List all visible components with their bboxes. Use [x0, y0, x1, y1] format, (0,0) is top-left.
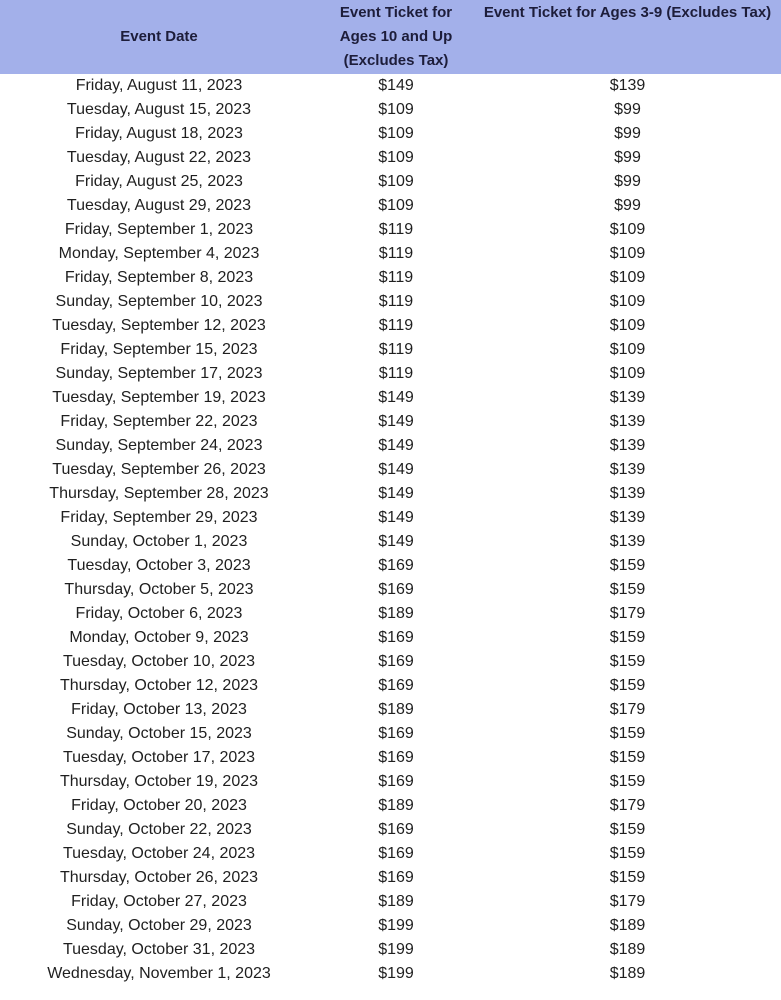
- child-price-cell: $159: [609, 725, 646, 742]
- event-date-cell: Sunday, October 1, 2023: [70, 533, 248, 550]
- adult-price-cell: $149: [378, 485, 414, 502]
- event-date-cell: Friday, August 11, 2023: [75, 77, 243, 94]
- adult-price-cell: $109: [378, 173, 414, 190]
- header-adult-ticket: Event Ticket for Ages 10 and Up (Excludes Tax): [318, 0, 474, 74]
- adult-price-cell: $169: [378, 845, 414, 862]
- table-row: [0, 554, 781, 578]
- child-price-cell: $99: [614, 125, 641, 142]
- table-row: [0, 122, 781, 146]
- event-date-cell: Monday, September 4, 2023: [58, 245, 260, 262]
- event-date-cell: Tuesday, August 22, 2023: [66, 149, 252, 166]
- table-row: [0, 818, 781, 842]
- table-row: [0, 746, 781, 770]
- adult-price-cell: $109: [378, 125, 414, 142]
- table-row: [0, 170, 781, 194]
- event-date-cell: Friday, September 29, 2023: [60, 509, 258, 526]
- child-price-cell: $179: [609, 797, 646, 814]
- child-price-cell: $179: [609, 605, 646, 622]
- event-date-cell: Tuesday, October 24, 2023: [62, 845, 256, 862]
- event-date-cell: Thursday, October 26, 2023: [59, 869, 259, 886]
- adult-price-cell: $169: [378, 821, 414, 838]
- event-date-cell: Wednesday, November 1, 2023: [47, 965, 271, 982]
- event-date-cell: Tuesday, October 31, 2023: [62, 941, 256, 958]
- adult-price-cell: $119: [378, 293, 414, 310]
- child-price-cell: $99: [614, 101, 641, 118]
- child-price-cell: $99: [614, 173, 641, 190]
- adult-price-cell: $119: [378, 341, 414, 358]
- child-price-cell: $139: [609, 461, 646, 478]
- table-row: [0, 602, 781, 626]
- child-price-cell: $189: [609, 917, 646, 934]
- child-price-cell: $109: [609, 269, 646, 286]
- adult-price-cell: $149: [378, 389, 414, 406]
- adult-price-cell: $199: [378, 965, 414, 982]
- child-price-cell: $189: [609, 965, 646, 982]
- child-price-cell: $159: [609, 677, 646, 694]
- child-price-cell: $159: [609, 629, 646, 646]
- adult-price-cell: $109: [378, 149, 414, 166]
- table-row: [0, 458, 781, 482]
- child-price-cell: $139: [609, 413, 646, 430]
- child-price-cell: $109: [609, 365, 646, 382]
- event-date-cell: Sunday, October 15, 2023: [66, 725, 252, 742]
- table-row: [0, 722, 781, 746]
- event-date-cell: Tuesday, October 3, 2023: [67, 557, 251, 574]
- table-row: [0, 266, 781, 290]
- event-date-cell: Monday, October 9, 2023: [69, 629, 249, 646]
- child-price-cell: $99: [614, 149, 641, 166]
- event-date-cell: Sunday, September 17, 2023: [55, 365, 263, 382]
- event-date-cell: Thursday, October 19, 2023: [59, 773, 259, 790]
- adult-price-cell: $119: [378, 269, 414, 286]
- event-date-cell: Friday, September 8, 2023: [64, 269, 254, 286]
- child-price-cell: $159: [609, 773, 646, 790]
- adult-price-cell: $199: [378, 917, 414, 934]
- child-price-cell: $139: [609, 533, 646, 550]
- adult-price-cell: $169: [378, 869, 414, 886]
- table-row: [0, 410, 781, 434]
- table-row: [0, 530, 781, 554]
- child-price-cell: $159: [609, 653, 646, 670]
- adult-price-cell: $119: [378, 245, 414, 262]
- child-price-cell: $159: [609, 557, 646, 574]
- table-row: [0, 674, 781, 698]
- table-row: [0, 866, 781, 890]
- adult-price-cell: $109: [378, 101, 414, 118]
- event-date-cell: Friday, August 25, 2023: [75, 173, 243, 190]
- adult-price-cell: $149: [378, 437, 414, 454]
- child-price-cell: $159: [609, 749, 646, 766]
- table-row: [0, 98, 781, 122]
- table-row: [0, 506, 781, 530]
- table-row: [0, 74, 781, 98]
- event-date-cell: Friday, October 20, 2023: [71, 797, 247, 814]
- adult-price-cell: $149: [378, 533, 414, 550]
- table-row: [0, 362, 781, 386]
- table-row: [0, 770, 781, 794]
- child-price-cell: $159: [609, 581, 646, 598]
- adult-price-cell: $119: [378, 221, 414, 238]
- adult-price-cell: $199: [378, 941, 414, 958]
- table-row: [0, 386, 781, 410]
- child-price-cell: $99: [614, 197, 641, 214]
- table-row: [0, 482, 781, 506]
- adult-price-cell: $189: [378, 797, 414, 814]
- child-price-cell: $109: [609, 341, 646, 358]
- table-row: [0, 194, 781, 218]
- table-row: [0, 650, 781, 674]
- table-row: [0, 938, 781, 962]
- event-date-cell: Sunday, September 24, 2023: [55, 437, 263, 454]
- child-price-cell: $189: [609, 941, 646, 958]
- child-price-cell: $139: [609, 509, 646, 526]
- table-row: [0, 914, 781, 938]
- adult-price-cell: $189: [378, 893, 414, 910]
- table-row: [0, 434, 781, 458]
- table-row: [0, 146, 781, 170]
- header-row: [0, 0, 781, 74]
- event-date-cell: Sunday, October 22, 2023: [66, 821, 252, 838]
- child-price-cell: $139: [609, 389, 646, 406]
- table-row: [0, 842, 781, 866]
- adult-price-cell: $119: [378, 365, 414, 382]
- event-date-cell: Thursday, September 28, 2023: [49, 485, 269, 502]
- event-date-cell: Tuesday, October 10, 2023: [62, 653, 256, 670]
- header-child-ticket: Event Ticket for Ages 3-9 (Excludes Tax): [474, 0, 781, 74]
- adult-price-cell: $109: [378, 197, 414, 214]
- event-date-cell: Friday, October 27, 2023: [71, 893, 247, 910]
- adult-price-cell: $169: [378, 749, 414, 766]
- adult-price-cell: $169: [378, 725, 414, 742]
- adult-price-cell: $119: [378, 317, 414, 334]
- table-row: [0, 962, 781, 986]
- child-price-cell: $109: [609, 317, 646, 334]
- event-date-cell: Tuesday, October 17, 2023: [62, 749, 256, 766]
- adult-price-cell: $189: [378, 701, 414, 718]
- event-date-cell: Tuesday, September 26, 2023: [52, 461, 266, 478]
- child-price-cell: $139: [609, 485, 646, 502]
- table-row: [0, 626, 781, 650]
- event-date-cell: Tuesday, September 19, 2023: [52, 389, 266, 406]
- child-price-cell: $139: [609, 437, 646, 454]
- table-row: [0, 338, 781, 362]
- event-date-cell: Sunday, October 29, 2023: [66, 917, 252, 934]
- table-row: [0, 698, 781, 722]
- child-price-cell: $139: [609, 77, 646, 94]
- table-row: [0, 890, 781, 914]
- child-price-cell: $159: [609, 845, 646, 862]
- event-date-cell: Tuesday, September 12, 2023: [52, 317, 266, 334]
- adult-price-cell: $169: [378, 677, 414, 694]
- child-price-cell: $159: [609, 869, 646, 886]
- adult-price-cell: $149: [378, 461, 414, 478]
- header-event-date: Event Date: [0, 0, 318, 74]
- event-date-cell: Friday, October 6, 2023: [75, 605, 243, 622]
- child-price-cell: $109: [609, 245, 646, 262]
- adult-price-cell: $149: [378, 413, 414, 430]
- event-date-cell: Friday, August 18, 2023: [75, 125, 243, 142]
- event-date-cell: Tuesday, August 29, 2023: [66, 197, 252, 214]
- table-row: [0, 314, 781, 338]
- child-price-cell: $179: [609, 701, 646, 718]
- adult-price-cell: $169: [378, 581, 414, 598]
- adult-price-cell: $169: [378, 557, 414, 574]
- table-row: [0, 290, 781, 314]
- child-price-cell: $109: [609, 221, 646, 238]
- table-row: [0, 578, 781, 602]
- event-date-cell: Friday, September 1, 2023: [64, 221, 254, 238]
- adult-price-cell: $169: [378, 773, 414, 790]
- table-row: [0, 242, 781, 266]
- table-row: [0, 794, 781, 818]
- adult-price-cell: $189: [378, 605, 414, 622]
- table-row: [0, 218, 781, 242]
- event-date-cell: Tuesday, August 15, 2023: [66, 101, 252, 118]
- child-price-cell: $179: [609, 893, 646, 910]
- event-date-cell: Thursday, October 5, 2023: [64, 581, 254, 598]
- table-header: [0, 0, 781, 74]
- adult-price-cell: $149: [378, 77, 414, 94]
- table-body: [0, 74, 781, 986]
- child-price-cell: $109: [609, 293, 646, 310]
- event-date-cell: Friday, September 22, 2023: [60, 413, 258, 430]
- adult-price-cell: $169: [378, 629, 414, 646]
- event-date-cell: Friday, September 15, 2023: [60, 341, 258, 358]
- adult-price-cell: $149: [378, 509, 414, 526]
- event-date-cell: Sunday, September 10, 2023: [55, 293, 263, 310]
- event-date-cell: Friday, October 13, 2023: [71, 701, 247, 718]
- event-date-cell: Thursday, October 12, 2023: [59, 677, 259, 694]
- adult-price-cell: $169: [378, 653, 414, 670]
- child-price-cell: $159: [609, 821, 646, 838]
